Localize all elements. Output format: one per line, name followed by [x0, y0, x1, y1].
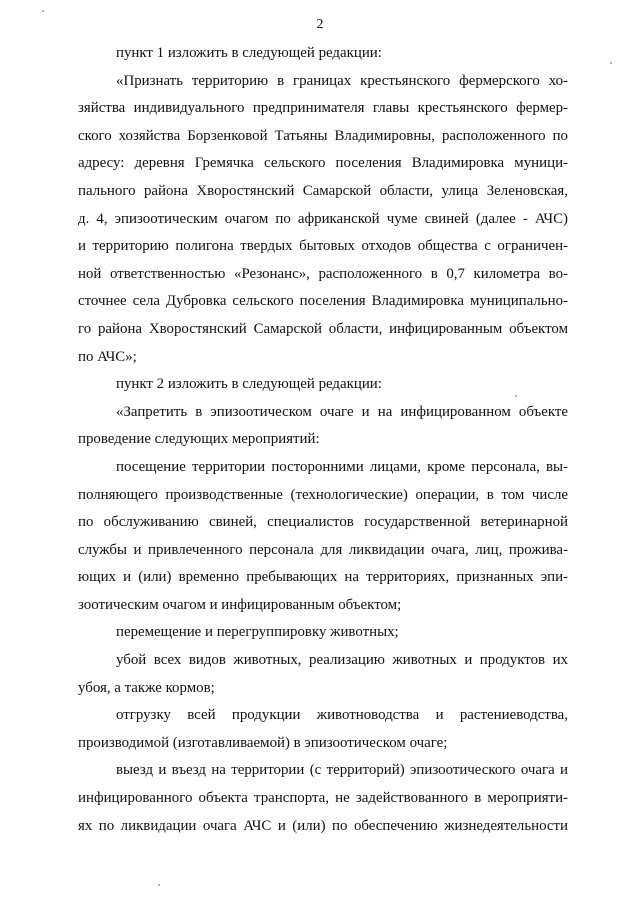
page-number: 2: [316, 17, 324, 32]
text-line: зоотическим очагом и инфицированным объектом;: [78, 596, 402, 613]
scan-speck: [42, 10, 44, 12]
text-line: ющих и (или) временно пребывающих на территориях, признанных эпи-: [78, 569, 568, 586]
text-line: инфицированного объекта транспорта, не задействованного в мероприяти-: [78, 790, 568, 807]
text-line: ной ответственностью «Резонанс», расположенного в 0,7 километра во-: [78, 265, 568, 282]
text-line: перемещение и перегруппировку животных;: [116, 624, 399, 641]
paragraph-visiting: [78, 454, 568, 620]
scan-speck: [610, 62, 612, 64]
paragraph-item-2-heading: [78, 371, 568, 399]
scan-speck: [515, 395, 517, 397]
paragraph-item-2-intro: [78, 399, 568, 454]
text-line: по АЧС»;: [78, 348, 137, 365]
text-line: го района Хворостянский Самарской области, инфицированным объектом: [78, 320, 568, 337]
scan-speck: [158, 884, 160, 886]
text-line: ского хозяйства Борзенковой Татьяны Владимировны, расположенного по: [78, 127, 568, 144]
text-line: зяйства индивидуального предпринимателя главы крестьянского фермер-: [78, 100, 568, 117]
document-body: [78, 40, 568, 840]
text-line: адресу: деревня Гремячка сельского поселения Владимировка муници-: [78, 155, 568, 172]
text-line: выезд и въезд на территории (с территорий) эпизоотического очага и: [116, 762, 568, 779]
text-line: пункт 1 изложить в следующей редакции:: [116, 45, 382, 61]
paragraph-transport: [78, 757, 568, 840]
paragraph-shipment: [78, 702, 568, 757]
text-line: д. 4, эпизоотическим очагом по африканской чуме свиней (далее - АЧС): [78, 210, 568, 227]
text-line: производимой (изготавливаемой) в эпизоотическом очаге;: [78, 734, 448, 751]
paragraph-item-1-heading: [78, 40, 568, 68]
text-line: службы и привлеченного персонала для ликвидации очага, лиц, прожива-: [78, 541, 568, 558]
paragraph-slaughter: [78, 647, 568, 702]
text-line: пункт 2 изложить в следующей редакции:: [116, 376, 382, 393]
text-line: убой всех видов животных, реализацию животных и продуктов их: [116, 652, 568, 669]
text-line: ях по ликвидации очага АЧС и (или) по обеспечению жизнедеятельности: [78, 817, 568, 834]
text-line: посещение территории посторонними лицами, кроме персонала, вы-: [116, 458, 568, 475]
paragraph-item-1-text: [78, 68, 568, 372]
text-line: полняющего производственные (технологические) операции, в том числе: [78, 486, 568, 503]
text-line: «Запретить в эпизоотическом очаге и на инфицированном объекте: [116, 403, 568, 420]
text-line: убоя, а также кормов;: [78, 679, 215, 696]
text-line: сточнее села Дубровка сельского поселения Владимировка муниципально-: [78, 293, 568, 310]
text-line: «Признать территорию в границах крестьянского фермерского хо-: [116, 72, 568, 89]
paragraph-moving: [78, 619, 568, 647]
text-line: отгрузку всей продукции животноводства и растениеводства,: [116, 707, 568, 724]
text-line: проведение следующих мероприятий:: [78, 431, 320, 448]
text-line: по обслуживанию свиней, специалистов государственной ветеринарной: [78, 514, 568, 531]
text-line: и территорию полигона твердых бытовых отходов общества с ограничен-: [78, 238, 568, 255]
text-line: пального района Хворостянский Самарской области, улица Зеленовская,: [78, 182, 568, 199]
